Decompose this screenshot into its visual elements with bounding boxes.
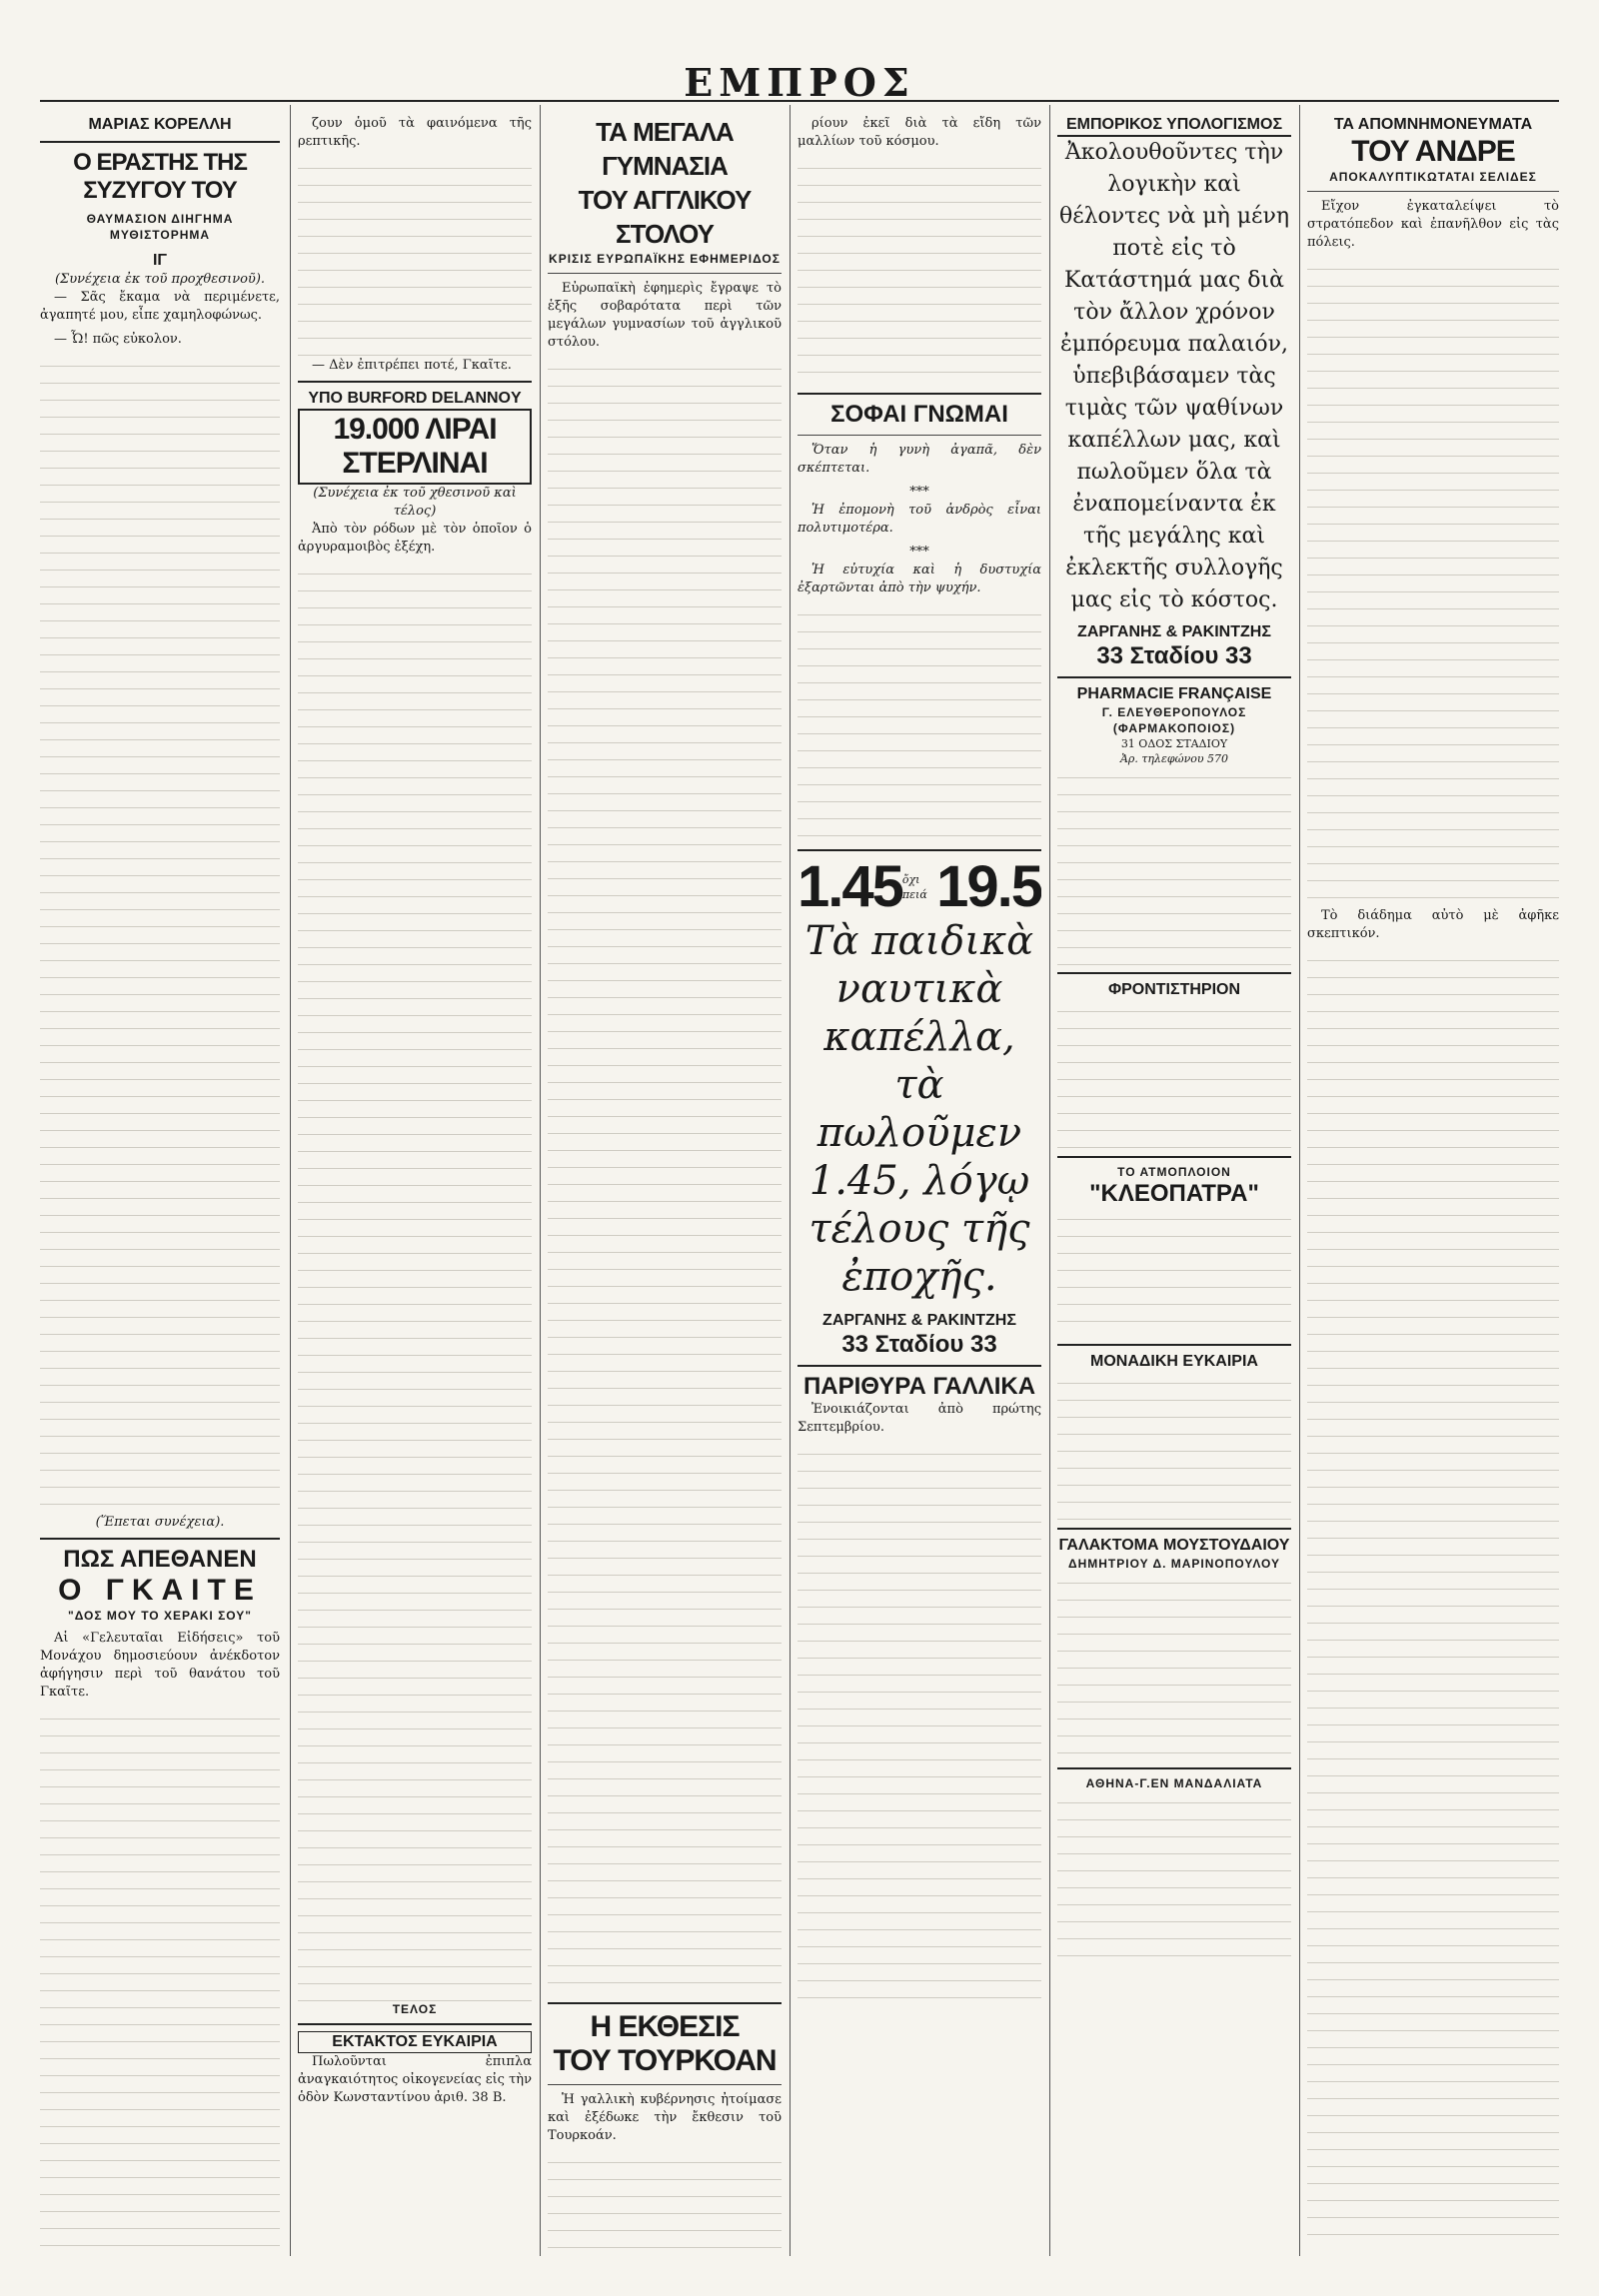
- serial-title: Ο ΕΡΑΣΤΗΣ ΤΗΣ ΣΥΖΥΓΟΥ ΤΟΥ: [73, 149, 247, 204]
- hat-advertisement: [798, 854, 1041, 1359]
- article-headline: ΤΟΥ ΑΝΔΡΕ: [1351, 135, 1515, 168]
- ad-body: Ἀκολουθοῦντες τὴν λογικὴν καὶ θέλοντες νὰ μὴ μένη ποτὲ εἰς τὸ Κατάστημά μας διὰ τὸν ἄλλον χρόνον ἐμπόρευμα παλαιόν, ὑπεβιβάσαμεν τὰς τιμὰς τῶν ψαθίνων καπέλλων μας, καὶ πωλοῦμεν ὅλα τὰ ἐναπομείναντα ἐκ τῆς μεγάλης καὶ ἐκλεκτῆς συλλογῆς μας εἰς τὸ κόστος.: [1058, 140, 1290, 612]
- paragraph: Ἐνοικιάζονται ἀπὸ πρώτης Σεπτεμβρίου.: [798, 1402, 1041, 1435]
- article-headline: ΤΟΥ ΤΟΥΡΚΟΑΝ: [553, 2044, 777, 2077]
- body-text-block: [798, 603, 1041, 843]
- ad-headline: ΕΜΠΟΡΙΚΟΣ ΥΠΟΛΟΓΙΣΜΟΣ: [1057, 115, 1291, 137]
- body-text-block: [1057, 1000, 1291, 1150]
- column-separator: [1049, 105, 1050, 2256]
- body-text-block: [1057, 1208, 1291, 1338]
- pharmacy-address: 31 ΟΔΟΣ ΣΤΑΔΙΟΥ: [1120, 737, 1228, 750]
- paragraph: Αἱ «Γελευταῖαι Εἰδήσεις» τοῦ Μονάχου δημοσιεύουν ἀνέκδοτον ἀφήγησιν περὶ τοῦ θανάτου τοῦ Γκαῖτε.: [40, 1631, 280, 1700]
- column-5: [1057, 115, 1291, 2256]
- old-price: 1.45: [798, 854, 902, 919]
- column-3: [548, 115, 782, 2256]
- body-text-block: [798, 1443, 1041, 2002]
- ship-name: "ΚΛΕΟΠΑΤΡΑ": [1089, 1180, 1259, 1207]
- paragraph: — Ὦ! πῶς εὐκολον.: [54, 332, 182, 347]
- paragraph: Τὸ διάδημα αὐτὸ μὲ ἀφῆκε σκεπτικόν.: [1307, 908, 1559, 941]
- article-headline: Η ΕΚΘΕΣΙΣ: [590, 2010, 740, 2043]
- ad-address: 33 Σταδίου 33: [1096, 642, 1252, 669]
- pharmacist-name: Γ. ΕΛΕΥΘΕΡΟΠΟΥΛΟΣ (ΦΑΡΜΑΚΟΠΟΙΟΣ): [1101, 705, 1247, 735]
- maxim: Ἡ εὐτυχία καὶ ἡ δυστυχία ἐξαρτῶνται ἀπὸ τὴν ψυχήν.: [798, 563, 1041, 595]
- article-subheadline: ΚΡΙΣΙΣ ΕΥΡΩΠΑΪΚΗΣ ΕΦΗΜΕΡΙΔΟΣ: [549, 252, 781, 266]
- article-subheadline: "ΔΟΣ ΜΟΥ ΤΟ ΧΕΡΑΚΙ ΣΟΥ": [68, 1609, 252, 1623]
- body-text-block: [40, 1708, 280, 2256]
- author-name: ΜΑΡΙΑΣ ΚΟΡΕΛΛΗ: [88, 116, 232, 133]
- body-text-block: [798, 157, 1041, 387]
- paragraph: Ἀπὸ τὸν ρόδων μὲ τὸν ὁποῖον ὁ ἀργυραμοιβὸς ἐξέχη.: [298, 522, 532, 555]
- ad-headline: ΦΡΟΝΤΙΣΤΗΡΙΟΝ: [1107, 981, 1241, 998]
- column-1: [40, 115, 280, 2256]
- paragraph: Ἡ γαλλικὴ κυβέρνησις ἠτοίμασε καὶ ἐξέδωκε τὴν ἔκθεσιν τοῦ Τουρκοάν.: [548, 2092, 782, 2143]
- ad-headline: ΠΑΡΙΘΥΡΑ ΓΑΛΛΙΚΑ: [802, 1373, 1036, 1400]
- masthead: ΕΜΠΡΟΣ: [684, 60, 915, 105]
- new-price: 19.5: [936, 854, 1041, 919]
- ad-signature: ΖΑΡΓΑΝΗΣ & ΡΑΚΙΝΤΖΗΣ: [1077, 623, 1271, 640]
- article-headline: 19.000 ΛΙΡΑΙ ΣΤΕΡΛΙΝΑΙ: [298, 409, 532, 485]
- ad-headline: ΜΟΝΑΔΙΚΗ ΕΥΚΑΙΡΙΑ: [1090, 1353, 1258, 1370]
- article-headline: ΤΑ ΜΕΓΑΛΑ ΓΥΜΝΑΣΙΑ: [596, 117, 734, 181]
- maxim: Ἡ ἐπομονὴ τοῦ ἀνδρὸς εἶναι πολυτιμοτέρα.: [798, 503, 1041, 536]
- ad-headline: ΤΟ ΑΤΜΟΠΛΟΙΟΝ: [1117, 1165, 1231, 1179]
- body-text-block: [548, 358, 782, 1996]
- ad-body: Τὰ παιδικὰ ναυτικὰ καπέλλα, τὰ πωλοῦμεν 1.45, λόγῳ τέλους τῆς ἐποχῆς.: [804, 918, 1034, 1300]
- masthead-rule: [40, 100, 1559, 102]
- end-mark: ΤΕΛΟΣ: [392, 2002, 438, 2016]
- column-6: [1307, 115, 1559, 2256]
- column-2: [298, 115, 532, 2256]
- chapter-number: ΙΓ: [152, 252, 168, 269]
- paragraph: ρίουν ἐκεῖ διὰ τὰ εἴδη τῶν μαλλίων τοῦ κόσμου.: [798, 116, 1041, 149]
- article-headline: ΠΩΣ ΑΠΕΘΑΝΕΝ: [63, 1546, 257, 1573]
- body-text-block: [548, 2151, 782, 2256]
- maxim: Ὅταν ἡ γυνὴ ἀγαπᾶ, δὲν σκέπτεται.: [798, 443, 1041, 476]
- column-separator: [290, 105, 291, 2256]
- article-headline: ΤΟΥ ΑΓΓΛΙΚΟΥ ΣΤΟΛΟΥ: [578, 185, 752, 249]
- serial-subtitle: ΘΑΥΜΑΣΙΟΝ ΔΙΗΓΗΜΑ ΜΥΘΙΣΤΟΡΗΜΑ: [86, 212, 234, 242]
- body-text-block: [1307, 258, 1559, 907]
- phone-number: Ἀρ. τηλεφώνου 570: [1119, 752, 1229, 765]
- ad-signature: ΖΑΡΓΑΝΗΣ & ΡΑΚΙΝΤΖΗΣ: [822, 1312, 1016, 1329]
- paragraph: Εὐρωπαϊκὴ ἐφημερὶς ἔγραψε τὸ ἑξῆς σοβαρότατα περὶ τῶν μεγάλων γυμνασίων τοῦ ἀγγλικοῦ στόλου.: [548, 281, 782, 350]
- body-text-block: [1057, 1572, 1291, 1761]
- column-separator: [790, 105, 791, 2256]
- column-separator: [540, 105, 541, 2256]
- paragraph: — Σᾶς ἔκαμα νὰ περιμένετε, ἀγαπητέ μου, εἶπε χαμηλοφώνως.: [40, 290, 280, 323]
- paragraph: Εἴχον ἐγκαταλείψει τὸ στρατόπεδον καὶ ἐπανῆλθον εἰς τὰς πόλεις.: [1307, 199, 1559, 250]
- ad-headline: ΑΘΗΝΑ-Γ.ΕΝ ΜΑΝΔΑΛΙΑΤΑ: [1085, 1776, 1263, 1790]
- article-subheadline: ΑΠΟΚΑΛΥΠΤΙΚΩΤΑΤΑΙ ΣΕΛΙΔΕΣ: [1329, 170, 1537, 184]
- paragraph: ζουν ὁμοῦ τὰ φαινόμενα τῆς ρεπτικῆς.: [298, 116, 532, 149]
- body-text-block: [40, 355, 280, 1514]
- column-4: ρίουν ἐκεῖ διὰ τὰ εἴδη τῶν μαλλίων τοῦ κόσμου. ΣΟΦΑΙ ΓΝΩΜΑΙ Ὅταν ἡ γυνὴ ἀγαπᾶ, δὲν σκέπτεται. *** Ἡ ἐπομονὴ τοῦ ἀνδρὸς εἶναι πολυτιμοτέρα. *** Ἡ εὐτυχία καὶ ἡ δυστυχία ἐξαρτῶνται ἀπὸ τὴν ψυχήν. 1.45 ὄχι πειά 19.5 Τὰ παιδικὰ ναυτικὰ καπέλλα, τὰ πωλοῦμεν 1.45, λόγῳ τέλους τῆς ἐποχῆς. ΖΑΡΓΑΝΗΣ & ΡΑΚΙΝΤΖΗΣ 33 Σταδίου 33 ΠΑΡΙΘΥΡΑ ΓΑΛΛΙΚΑ Ἐνοικιάζονται ἀπὸ πρώτης Σεπτεμβρίου.: [798, 115, 1041, 2256]
- continuation-note: (Συνέχεια ἐκ τοῦ προχθεσινοῦ).: [54, 272, 266, 287]
- ad-headline: ΓΑΛΑΚΤΟΜΑ ΜΟΥΣΤΟΥΔΑΙΟΥ: [1058, 1537, 1290, 1554]
- article-byline: ΥΠΟ BURFORD DELANNOY: [308, 390, 522, 407]
- section-headline: ΣΟΦΑΙ ΓΝΩΜΑΙ: [830, 401, 1008, 428]
- ad-label: ὄχι πειά: [901, 873, 927, 901]
- paragraph: — Δὲν ἐπιτρέπει ποτέ, Γκαῖτε.: [312, 358, 512, 373]
- body-text-block: [1057, 1791, 1291, 1971]
- body-text-block: [1057, 766, 1291, 966]
- body-text-block: [298, 563, 532, 2001]
- ad-subheadline: ΔΗΜΗΤΡΙΟΥ Δ. ΜΑΡΙΝΟΠΟΥΛΟΥ: [1067, 1557, 1281, 1571]
- paragraph: Πωλοῦνται ἐπιπλα ἀναγκαιότητος οἰκογενείας εἰς τὴν ὁδὸν Κωνσταντίνου ἀριθ. 38 Β.: [298, 2054, 532, 2105]
- to-be-continued: (Ἕπεται συνέχεια).: [95, 1515, 225, 1530]
- ad-address: 33 Σταδίου 33: [841, 1331, 997, 1358]
- ad-headline: ΕΚΤΑΚΤΟΣ ΕΥΚΑΙΡΙΑ: [298, 2031, 532, 2053]
- pharmacy-name: PHARMACIE FRANÇAISE: [1076, 685, 1272, 702]
- body-text-block: [1307, 949, 1559, 2248]
- continuation-note: (Συνέχεια ἐκ τοῦ χθεσινοῦ καὶ τέλος): [313, 486, 517, 519]
- body-text-block: [1057, 1372, 1291, 1522]
- article-headline: ΤΑ ΑΠΟΜΝΗΜΟΝΕΥΜΑΤΑ: [1333, 116, 1533, 133]
- article-headline: Ο ΓΚΑΙΤΕ: [58, 1574, 262, 1607]
- body-text-block: [298, 157, 532, 357]
- column-separator: [1299, 105, 1300, 2256]
